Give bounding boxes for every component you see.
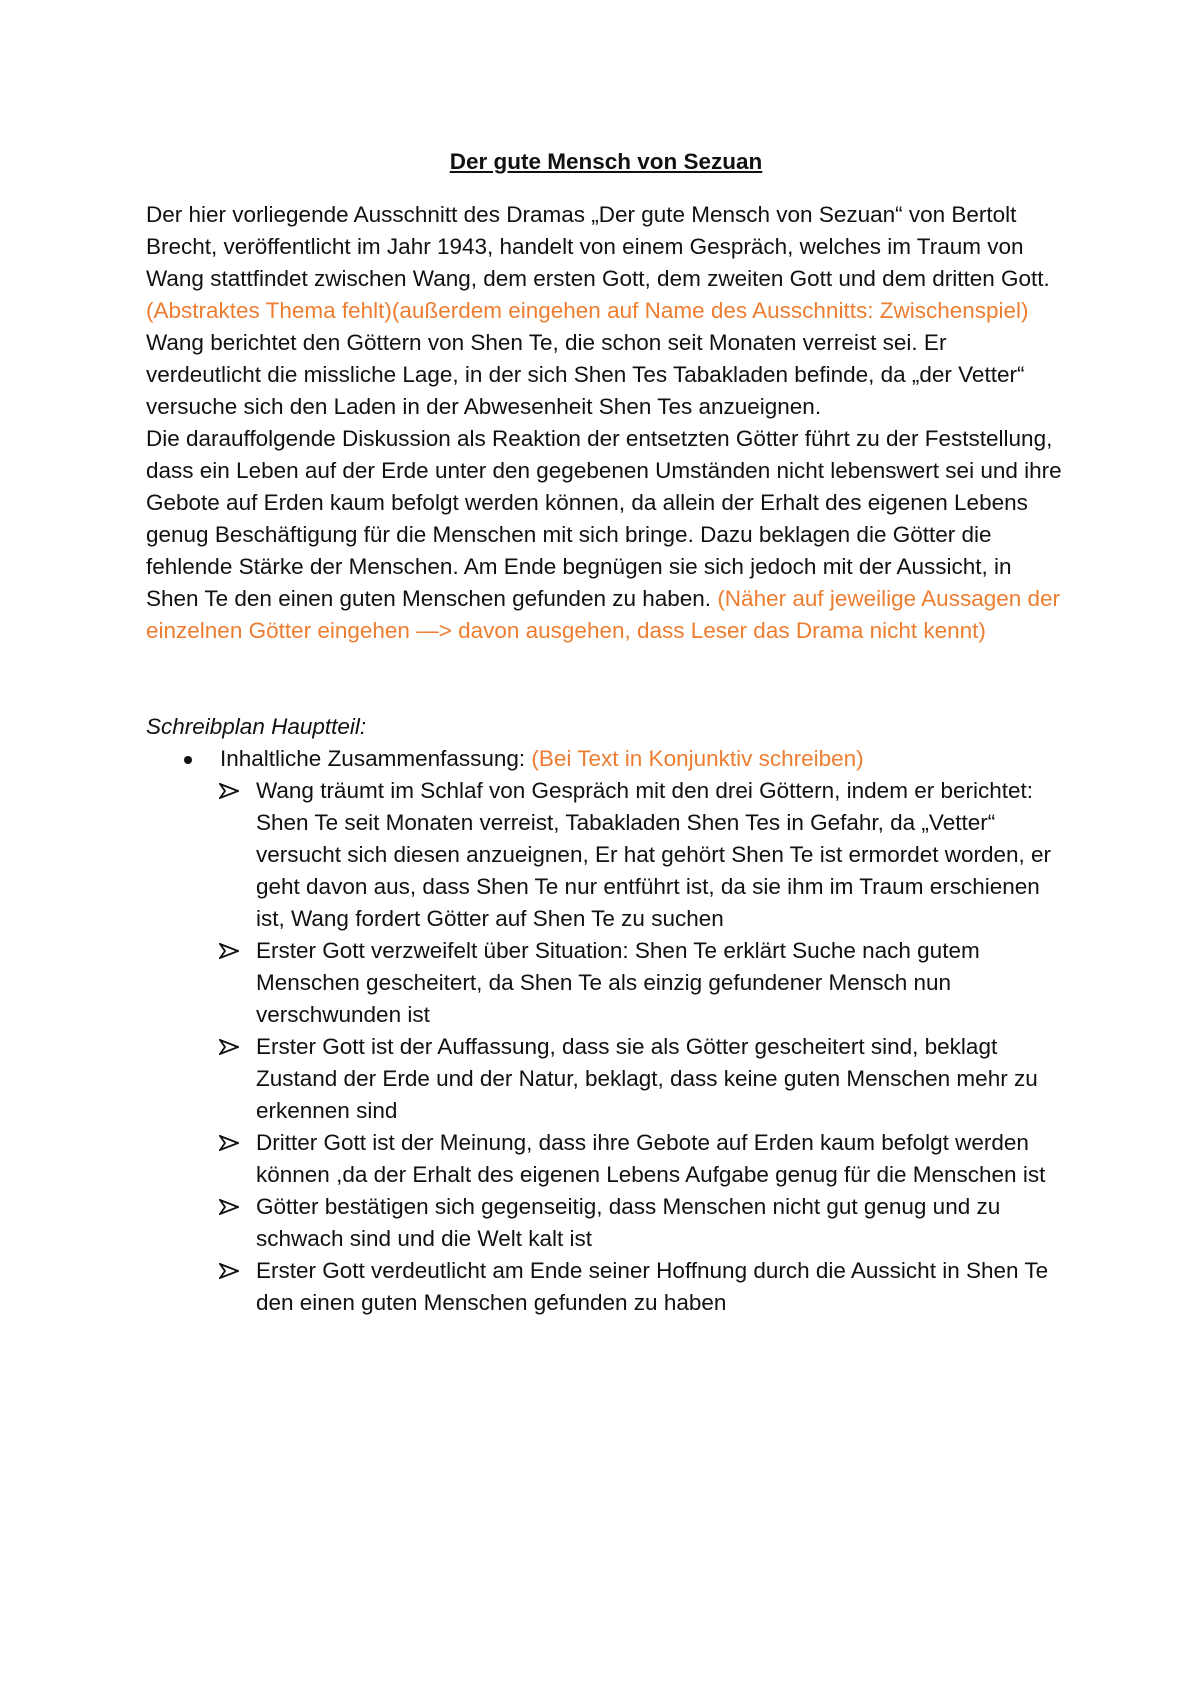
list-item (146, 743, 1066, 1319)
arrow-bullet-icon (219, 1199, 239, 1215)
list-item (219, 935, 1066, 1031)
bullet-comment: (Bei Text in Konjunktiv schreiben) (531, 746, 864, 771)
list-item (219, 1127, 1066, 1191)
arrow-bullet-icon (219, 1263, 239, 1279)
arrow-item-text: Götter bestätigen sich gegenseitig, dass Menschen nicht gut genug und zu schwach sind und die Welt kalt ist (256, 1194, 1001, 1251)
document-title: Der gute Mensch von Sezuan (449, 149, 763, 174)
list-item (219, 775, 1066, 935)
document-page (146, 146, 1066, 1319)
schreibplan-heading: Schreibplan Hauptteil: (146, 714, 367, 739)
paragraph-2: Wang berichtet den Göttern von Shen Te, die schon seit Monaten verreist sei. Er verdeutlicht die missliche Lage, in der sich Shen Tes Tabakladen befinde, da „der Vetter“ versuche sich den Laden in der Abwesenheit Shen Tes anzueignen. (146, 330, 1025, 419)
arrow-bullet-icon (219, 783, 239, 799)
arrow-bullet-icon (219, 943, 239, 959)
arrow-item-text: Erster Gott verzweifelt über Situation: Shen Te erklärt Suche nach gutem Menschen gescheitert, da Shen Te als einzig gefundener Mensch nun verschwunden ist (256, 938, 980, 1027)
bullet-dot-icon (184, 756, 192, 764)
paragraph-3-text: Die darauffolgende Diskussion als Reaktion der entsetzten Götter führt zu der Feststellung, dass ein Leben auf der Erde unter den gegebenen Umständen nicht lebenswert sei und ihre Gebote auf Erden kaum befolgt werden können, da allein der Erhalt des eigenen Lebens genug Beschäftigung für die Menschen mit sich bringe. Dazu beklagen die Götter die fehlende Stärke der Menschen. Am Ende begnügen sie sich jedoch mit der Aussicht, in Shen Te den einen guten Menschen gefunden zu haben. (146, 426, 1062, 611)
intro-text: Der hier vorliegende Ausschnitt des Dramas „Der gute Mensch von Sezuan“ von Bertolt Brecht, veröffentlicht im Jahr 1943, handelt von einem Gespräch, welches im Traum von Wang stattfindet zwischen Wang, dem ersten Gott, dem zweiten Gott und dem dritten Gott. (146, 202, 1050, 291)
list-item (219, 1191, 1066, 1255)
list-item (219, 1031, 1066, 1127)
list-item (219, 1255, 1066, 1319)
schreibplan-list (146, 743, 1066, 1319)
arrow-item-text: Wang träumt im Schlaf von Gespräch mit den drei Göttern, indem er berichtet: Shen Te seit Monaten verreist, Tabakladen Shen Tes in Gefahr, da „Vetter“ versucht sich diesen anzueignen, Er hat gehört Shen Te ist ermordet worden, er geht davon aus, dass Shen Te nur entführt ist, da sie ihm im Traum erschienen ist, Wang fordert Götter auf Shen Te zu suchen (256, 778, 1052, 931)
arrow-item-text: Erster Gott ist der Auffassung, dass sie als Götter gescheitert sind, beklagt Zustand der Erde und der Natur, beklagt, dass keine guten Menschen mehr zu erkennen sind (256, 1034, 1038, 1123)
paragraph-3 (146, 423, 1066, 647)
arrow-list (220, 775, 1066, 1319)
arrow-item-text: Dritter Gott ist der Meinung, dass ihre Gebote auf Erden kaum befolgt werden können ,da der Erhalt des eigenen Lebens Aufgabe genug für die Menschen ist (256, 1130, 1046, 1187)
paragraph-3-comment: (Näher auf jeweilige Aussagen der einzelnen Götter eingehen —> davon ausgehen, dass Leser das Drama nicht kennt) (146, 586, 1061, 643)
spacer (146, 647, 1066, 711)
intro-paragraph (146, 199, 1066, 327)
intro-comment: (Abstraktes Thema fehlt)(außerdem eingehen auf Name des Ausschnitts: Zwischenspiel) (146, 298, 1029, 323)
arrow-bullet-icon (219, 1135, 239, 1151)
arrow-item-text: Erster Gott verdeutlicht am Ende seiner Hoffnung durch die Aussicht in Shen Te den einen guten Menschen gefunden zu haben (256, 1258, 1049, 1315)
bullet-label: Inhaltliche Zusammenfassung: (220, 746, 532, 771)
arrow-bullet-icon (219, 1039, 239, 1055)
